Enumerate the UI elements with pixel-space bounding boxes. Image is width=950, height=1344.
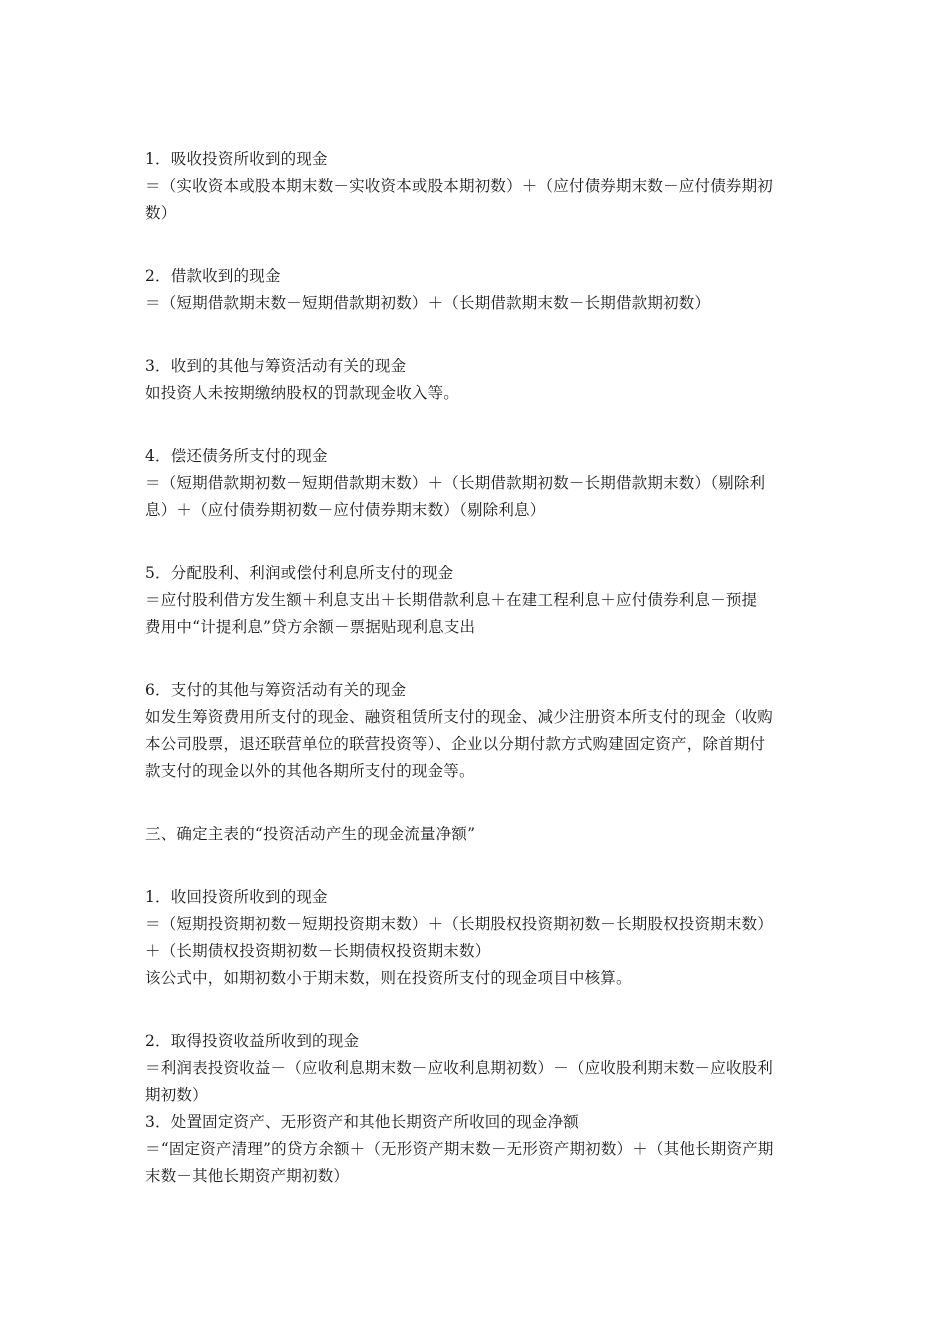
section-5-heading: 5．分配股利、利润或偿付利息所支付的现金 <box>145 564 454 582</box>
spacer <box>145 641 810 677</box>
section-5-text-line: ＝应付股利借方发生额＋利息支出＋长期借款利息＋在建工程利息＋应付债券利息－预提 <box>145 591 758 609</box>
investment-1-heading: 1．收回投资所收到的现金 <box>145 888 328 906</box>
section-2-heading: 2．借款收到的现金 <box>145 267 281 285</box>
investment-1-text-line: ＋（长期债权投资期初数－长期债权投资期末数） <box>145 942 491 960</box>
spacer <box>145 992 810 1028</box>
spacer <box>145 317 810 353</box>
spacer <box>145 785 810 821</box>
section-6-heading: 6．支付的其他与筹资活动有关的现金 <box>145 681 407 699</box>
section-4-heading: 4．偿还债务所支付的现金 <box>145 447 328 465</box>
investment-1-text-line: ＝（短期投资期初数－短期投资期末数）＋（长期股权投资期初数－长期股权投资期末数） <box>145 915 774 933</box>
investment-2-text-line: ＝利润表投资收益－（应收利息期末数－应收利息期初数）－（应收股利期末数－应收股利 <box>145 1059 774 1077</box>
document-body <box>145 146 810 1190</box>
investment-3-text-line: ＝“固定资产清理”的贷方余额＋（无形资产期末数－无形资产期初数）＋（其他长期资产期 <box>145 1140 774 1158</box>
section-6-text-line: 本公司股票，退还联营单位的联营投资等）、企业以分期付款方式购建固定资产，除首期付 <box>145 735 766 753</box>
spacer <box>145 227 810 263</box>
investment-2-heading: 2．取得投资收益所收到的现金 <box>145 1032 360 1050</box>
spacer <box>145 848 810 884</box>
spacer <box>145 524 810 560</box>
investment-3-text-line: 末数－其他长期资产期初数） <box>145 1167 350 1185</box>
section-5-text-line: 费用中“计提利息”贷方余额－票据贴现利息支出 <box>145 618 476 636</box>
part-three-heading: 三、确定主表的“投资活动产生的现金流量净额” <box>145 825 476 843</box>
investment-1-text-line: 该公式中，如期初数小于期末数，则在投资所支付的现金项目中核算。 <box>145 969 632 987</box>
investment-2-text-line: 期初数） <box>145 1086 208 1104</box>
section-4-text-line: ＝（短期借款期初数－短期借款期末数）＋（长期借款期初数－长期借款期末数）（剔除利 <box>145 474 766 492</box>
section-2-text-line: ＝（短期借款期末数－短期借款期初数）＋（长期借款期末数－长期借款期初数） <box>145 294 711 312</box>
section-1-text-line: 数） <box>145 204 177 222</box>
spacer <box>145 407 810 443</box>
section-3-heading: 3．收到的其他与筹资活动有关的现金 <box>145 357 407 375</box>
investment-3-heading: 3．处置固定资产、无形资产和其他长期资产所收回的现金净额 <box>145 1113 579 1131</box>
section-1-heading: 1．吸收投资所收到的现金 <box>145 150 328 168</box>
section-6-text-line: 如发生筹资费用所支付的现金、融资租赁所支付的现金、减少注册资本所支付的现金（收购 <box>145 708 774 726</box>
section-1-text-line: ＝（实收资本或股本期末数－实收资本或股本期初数）＋（应付债券期末数－应付债券期初 <box>145 177 774 195</box>
section-6-text-line: 款支付的现金以外的其他各期所支付的现金等。 <box>145 762 475 780</box>
section-4-text-line: 息）＋（应付债券期初数－应付债券期末数）（剔除利息） <box>145 501 546 519</box>
section-3-text-line: 如投资人未按期缴纳股权的罚款现金收入等。 <box>145 384 460 402</box>
